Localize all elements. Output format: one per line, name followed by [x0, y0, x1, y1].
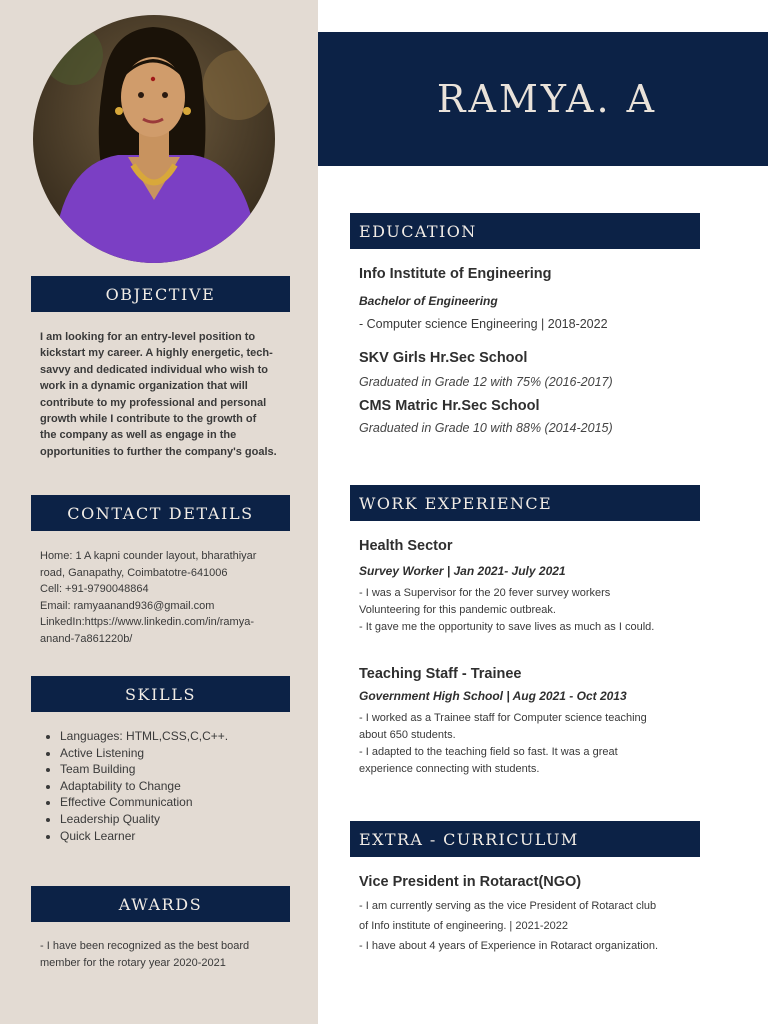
skills-heading: SKILLS [31, 676, 290, 712]
extra-line: - I have about 4 years of Experience in Rotaract organization. [359, 940, 659, 952]
education-detail-2: Graduated in Grade 12 with 75% (2016-2017) [359, 375, 613, 389]
skill-item: • Leadership Quality [60, 811, 228, 828]
work-line: experience connecting with students. [359, 763, 540, 775]
extra-heading: EXTRA - CURRICULUM [350, 821, 700, 857]
objective-line: contribute to my professional and personal [40, 396, 267, 409]
awards-heading: AWARDS [31, 886, 290, 922]
skill-item: • Effective Communication [60, 794, 228, 811]
awards-line: member for the rotary year 2020-2021 [40, 956, 226, 969]
education-institute-3: CMS Matric Hr.Sec School [359, 398, 540, 414]
work-line: - I was a Supervisor for the 20 fever survey workers [359, 587, 611, 599]
awards-line: - I have been recognized as the best board [40, 940, 250, 952]
contact-phone[interactable]: Cell: +91-9790048864 [40, 583, 149, 595]
contact-heading: CONTACT DETAILS [31, 495, 290, 531]
contact-linkedin[interactable]: anand-7a861220b/ [40, 632, 133, 645]
work-title-1: Health Sector [359, 538, 453, 554]
education-degree-1: Bachelor of Engineering [359, 294, 498, 308]
work-line: about 650 students. [359, 729, 456, 741]
skill-item: • Quick Learner [60, 828, 228, 845]
extra-line: - I am currently serving as the vice President of Rotaract club [359, 900, 657, 912]
objective-line: opportunities to further the company's goals. [40, 445, 277, 458]
contact-linkedin[interactable]: LinkedIn:https://www.linkedin.com/in/ramya- [40, 616, 254, 628]
contact-address: Home: 1 A kapni counder layout, bharathiyar [40, 550, 257, 562]
objective-line: kickstart my career. A highly energetic, tech- [40, 347, 273, 360]
candidate-name: RAMYA. A [436, 77, 658, 121]
work-role-2: Government High School | Aug 2021 - Oct 2013 [359, 689, 627, 703]
objective-heading: OBJECTIVE [31, 276, 290, 312]
skill-item: • Languages: HTML,CSS,C,C++. [60, 728, 228, 745]
work-description-2 [359, 710, 647, 778]
work-line: - I worked as a Trainee staff for Computer science teaching [359, 712, 647, 724]
work-title-2: Teaching Staff - Trainee [359, 666, 522, 682]
education-detail-3: Graduated in Grade 10 with 88% (2014-2015) [359, 421, 613, 435]
objective-line: growth while I contribute to the growth of [40, 413, 257, 426]
objective-line: work in a dynamic organization that will [40, 380, 248, 393]
objective-line: the company as well as engage in the [40, 429, 237, 442]
work-line: - I adapted to the teaching field so fast. It was a great [359, 746, 618, 758]
skills-list [40, 728, 228, 844]
skill-item: • Active Listening [60, 745, 228, 762]
contact-address: road, Ganapathy, Coimbatotre-641006 [40, 566, 228, 579]
sidebar [0, 0, 318, 1024]
profile-photo [33, 15, 275, 263]
education-institute-1: Info Institute of Engineering [359, 266, 552, 282]
objective-line: savvy and dedicated individual who wish to [40, 363, 268, 376]
extra-description [359, 896, 658, 956]
skill-item: • Adaptability to Change [60, 778, 228, 795]
work-role-1: Survey Worker | Jan 2021- July 2021 [359, 564, 566, 578]
contact-email[interactable]: Email: ramyaanand936@gmail.com [40, 599, 215, 612]
education-heading: EDUCATION [350, 213, 700, 249]
awards-text [40, 938, 290, 971]
education-institute-2: SKV Girls Hr.Sec School [359, 350, 528, 366]
objective-line: I am looking for an entry-level position to [40, 331, 256, 343]
work-line: - It gave me the opportunity to save lives as much as I could. [359, 621, 655, 633]
extra-title: Vice President in Rotaract(NGO) [359, 874, 582, 890]
work-heading: WORK EXPERIENCE [350, 485, 700, 521]
name-banner [318, 32, 768, 166]
work-description-1 [359, 585, 654, 636]
extra-line: of Info institute of engineering. | 2021-2022 [359, 920, 568, 932]
work-line: Volunteering for this pandemic outbreak. [359, 604, 556, 616]
contact-details [40, 548, 290, 647]
skill-item: • Team Building [60, 761, 228, 778]
objective-text [40, 329, 290, 460]
education-detail-1: - Computer science Engineering | 2018-2022 [359, 317, 608, 331]
